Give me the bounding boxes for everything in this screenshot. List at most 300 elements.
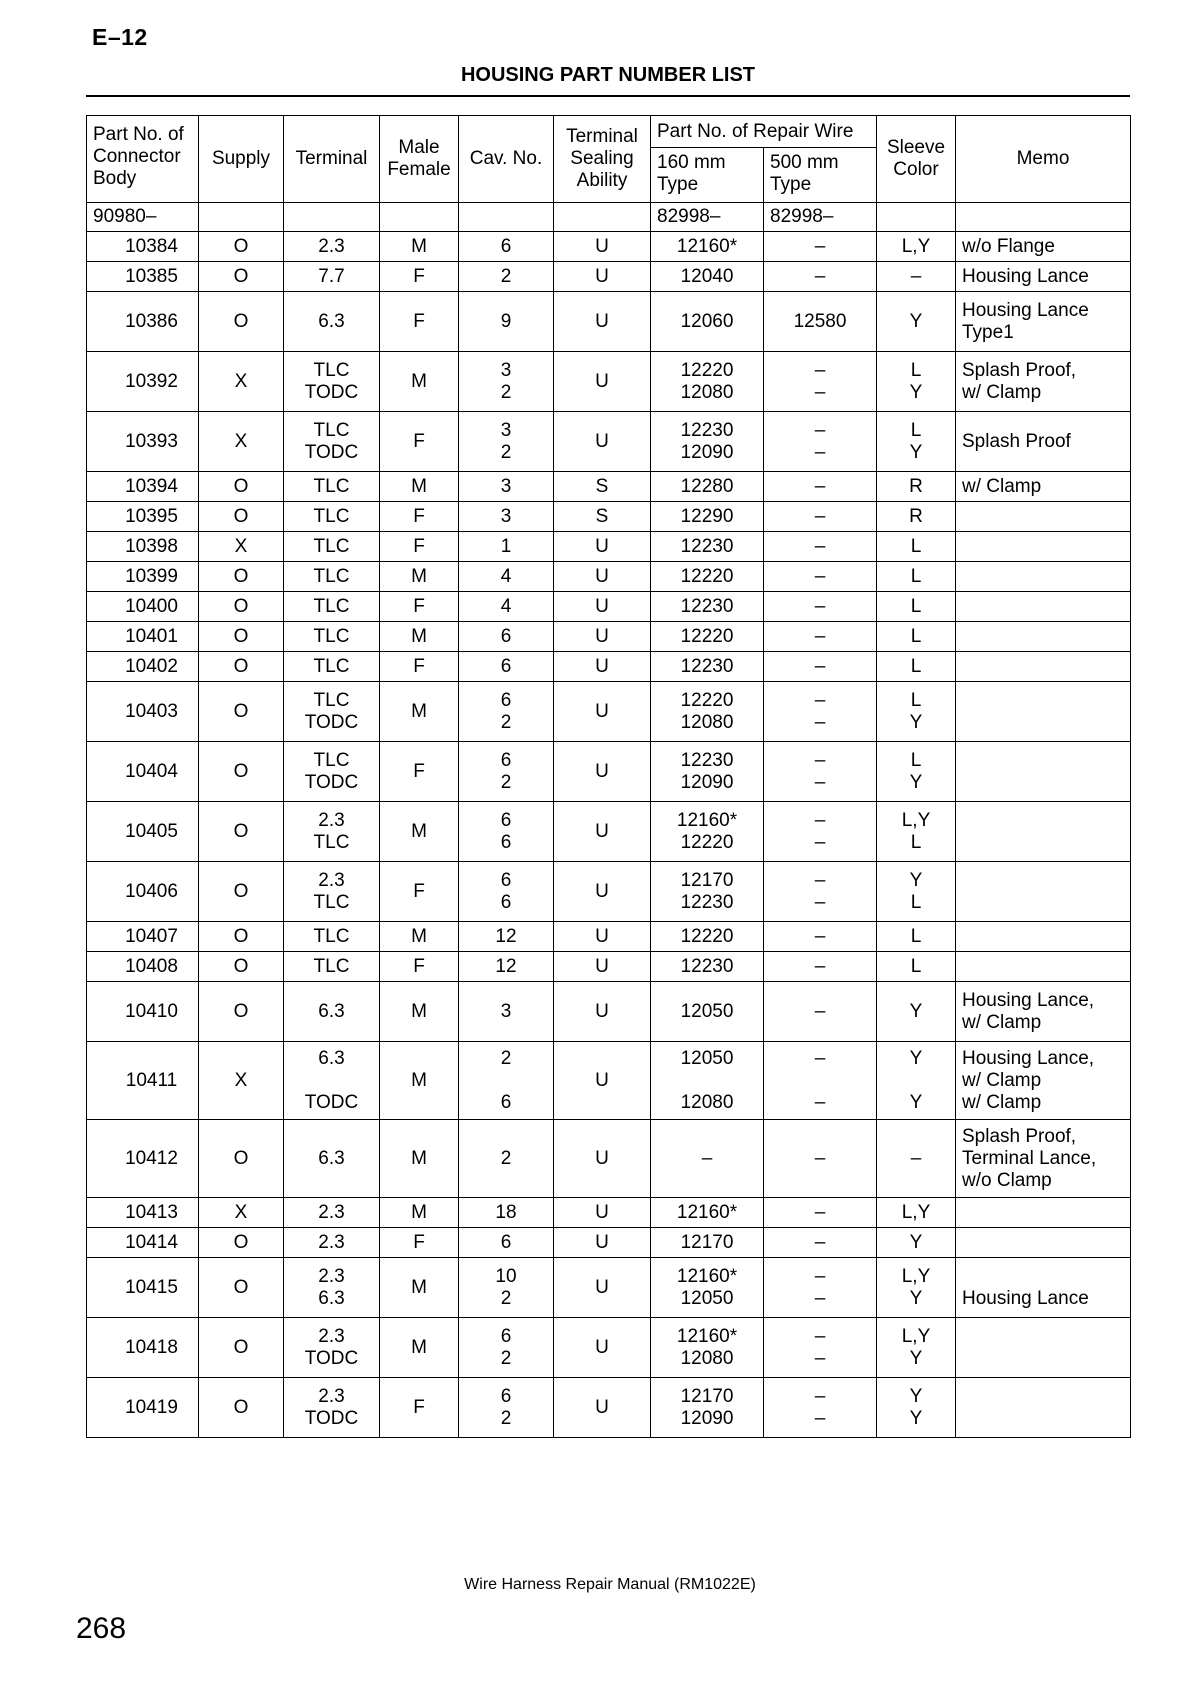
cell-memo: Splash Proof, w/ Clamp [956, 352, 1131, 412]
cell-160mm: 12050 12080 [651, 1042, 764, 1120]
cell-cav-no: 6 [459, 622, 554, 652]
cell-sealing: U [554, 742, 651, 802]
table-row [87, 622, 1131, 652]
cell-sealing: U [554, 622, 651, 652]
cell-sealing: U [554, 982, 651, 1042]
cell-male-female: M [380, 622, 459, 652]
cell-supply: O [199, 622, 284, 652]
cell-160mm: 12160* [651, 232, 764, 262]
prefix-empty [284, 203, 380, 232]
cell-cav-no: 6 2 [459, 742, 554, 802]
cell-part-no: 10405 [87, 802, 199, 862]
cell-terminal: 6.3 [284, 982, 380, 1042]
cell-male-female: M [380, 472, 459, 502]
table-row [87, 1378, 1131, 1438]
cell-sealing: U [554, 922, 651, 952]
cell-memo [956, 1378, 1131, 1438]
cell-supply: O [199, 952, 284, 982]
cell-terminal: 6.3 [284, 1120, 380, 1198]
cell-terminal: TLC [284, 472, 380, 502]
cell-supply: O [199, 922, 284, 952]
cell-sealing: U [554, 862, 651, 922]
cell-160mm: 12230 [651, 952, 764, 982]
cell-500mm: – – [764, 1318, 877, 1378]
cell-sleeve-color: – [877, 262, 956, 292]
cell-cav-no: 2 [459, 262, 554, 292]
cell-supply: O [199, 472, 284, 502]
cell-cav-no: 2 [459, 1120, 554, 1198]
header-sealing-ability: Terminal Sealing Ability [554, 116, 651, 203]
cell-sealing: U [554, 1378, 651, 1438]
cell-500mm: – [764, 922, 877, 952]
cell-500mm: – [764, 952, 877, 982]
cell-supply: O [199, 262, 284, 292]
cell-memo: w/ Clamp [956, 472, 1131, 502]
prefix-part-no: 90980– [87, 203, 199, 232]
cell-memo [956, 502, 1131, 532]
housing-part-table [86, 115, 1131, 1438]
cell-160mm: 12220 12080 [651, 682, 764, 742]
cell-memo [956, 562, 1131, 592]
cell-memo [956, 532, 1131, 562]
cell-male-female: M [380, 562, 459, 592]
cell-part-no: 10385 [87, 262, 199, 292]
cell-sleeve-color: L,Y Y [877, 1258, 956, 1318]
cell-500mm: – [764, 472, 877, 502]
cell-cav-no: 4 [459, 592, 554, 622]
header-memo: Memo [956, 116, 1131, 203]
cell-cav-no: 3 [459, 982, 554, 1042]
cell-supply: O [199, 1120, 284, 1198]
table-row [87, 472, 1131, 502]
cell-sleeve-color: Y Y [877, 1378, 956, 1438]
cell-sealing: U [554, 802, 651, 862]
cell-terminal: 2.3 [284, 1198, 380, 1228]
cell-terminal: TLC [284, 652, 380, 682]
cell-160mm: 12220 [651, 562, 764, 592]
prefix-empty [554, 203, 651, 232]
cell-terminal: TLC [284, 532, 380, 562]
cell-sealing: U [554, 652, 651, 682]
prefix-empty [877, 203, 956, 232]
cell-part-no: 10410 [87, 982, 199, 1042]
cell-terminal: 2.3 6.3 [284, 1258, 380, 1318]
cell-part-no: 10402 [87, 652, 199, 682]
table-row [87, 1042, 1131, 1120]
cell-sleeve-color: – [877, 1120, 956, 1198]
cell-supply: O [199, 562, 284, 592]
cell-male-female: F [380, 1228, 459, 1258]
table-row [87, 262, 1131, 292]
cell-sleeve-color: L [877, 652, 956, 682]
cell-male-female: F [380, 742, 459, 802]
cell-sleeve-color: L [877, 592, 956, 622]
cell-supply: O [199, 652, 284, 682]
cell-part-no: 10407 [87, 922, 199, 952]
cell-memo [956, 742, 1131, 802]
table-row [87, 1258, 1131, 1318]
cell-sleeve-color: L [877, 952, 956, 982]
cell-sealing: U [554, 292, 651, 352]
cell-cav-no: 3 [459, 502, 554, 532]
cell-sleeve-color: L,Y [877, 232, 956, 262]
cell-terminal: TLC [284, 622, 380, 652]
cell-memo: Splash Proof [956, 412, 1131, 472]
cell-sleeve-color: L,Y [877, 1198, 956, 1228]
table-row [87, 592, 1131, 622]
cell-500mm: – – [764, 352, 877, 412]
cell-sleeve-color: L [877, 562, 956, 592]
cell-memo [956, 922, 1131, 952]
cell-terminal: TLC TODC [284, 742, 380, 802]
table-row [87, 952, 1131, 982]
cell-terminal: 2.3 [284, 1228, 380, 1258]
cell-male-female: M [380, 1120, 459, 1198]
table-row [87, 502, 1131, 532]
cell-sleeve-color: Y L [877, 862, 956, 922]
table-row [87, 352, 1131, 412]
cell-part-no: 10384 [87, 232, 199, 262]
cell-160mm: 12170 [651, 1228, 764, 1258]
page-title: HOUSING PART NUMBER LIST [460, 64, 756, 86]
cell-500mm: – [764, 622, 877, 652]
cell-500mm: – – [764, 802, 877, 862]
cell-terminal: 7.7 [284, 262, 380, 292]
cell-memo [956, 1228, 1131, 1258]
cell-male-female: M [380, 232, 459, 262]
cell-sealing: U [554, 952, 651, 982]
cell-supply: O [199, 232, 284, 262]
cell-sealing: S [554, 502, 651, 532]
cell-sleeve-color: Y [877, 1228, 956, 1258]
cell-500mm: – [764, 652, 877, 682]
cell-supply: O [199, 1318, 284, 1378]
cell-cav-no: 6 2 [459, 682, 554, 742]
cell-sleeve-color: L,Y L [877, 802, 956, 862]
cell-terminal: 2.3 TLC [284, 862, 380, 922]
prefix-160mm: 82998– [651, 203, 764, 232]
cell-terminal: TLC TODC [284, 412, 380, 472]
table-row [87, 652, 1131, 682]
header-sleeve-color: Sleeve Color [877, 116, 956, 203]
cell-sleeve-color: Y Y [877, 1042, 956, 1120]
cell-memo: w/o Flange [956, 232, 1131, 262]
cell-supply: O [199, 592, 284, 622]
cell-500mm: – [764, 1120, 877, 1198]
cell-male-female: M [380, 1042, 459, 1120]
cell-sleeve-color: R [877, 502, 956, 532]
header-160mm-type: 160 mm Type [651, 148, 764, 203]
table-row [87, 412, 1131, 472]
cell-cav-no: 2 6 [459, 1042, 554, 1120]
cell-160mm: 12160* 12080 [651, 1318, 764, 1378]
cell-160mm: 12280 [651, 472, 764, 502]
cell-supply: O [199, 1378, 284, 1438]
cell-cav-no: 6 6 [459, 862, 554, 922]
cell-part-no: 10399 [87, 562, 199, 592]
cell-cav-no: 6 2 [459, 1318, 554, 1378]
cell-160mm: – [651, 1120, 764, 1198]
table-row [87, 532, 1131, 562]
cell-memo [956, 652, 1131, 682]
header-repair-wire: Part No. of Repair Wire [651, 116, 877, 148]
cell-500mm: – [764, 532, 877, 562]
cell-supply: X [199, 532, 284, 562]
cell-cav-no: 12 [459, 922, 554, 952]
cell-sleeve-color: L [877, 622, 956, 652]
cell-male-female: F [380, 862, 459, 922]
cell-part-no: 10386 [87, 292, 199, 352]
header-row-1 [87, 116, 1131, 148]
cell-500mm: – [764, 502, 877, 532]
cell-memo: Housing Lance, w/ Clamp w/ Clamp [956, 1042, 1131, 1120]
cell-cav-no: 6 [459, 652, 554, 682]
cell-supply: O [199, 802, 284, 862]
cell-500mm: – – [764, 1042, 877, 1120]
cell-160mm: 12050 [651, 982, 764, 1042]
cell-500mm: – – [764, 412, 877, 472]
table-row [87, 682, 1131, 742]
cell-memo: Housing Lance, w/ Clamp [956, 982, 1131, 1042]
table-row [87, 1318, 1131, 1378]
cell-part-no: 10419 [87, 1378, 199, 1438]
cell-part-no: 10408 [87, 952, 199, 982]
cell-supply: O [199, 862, 284, 922]
cell-memo [956, 1198, 1131, 1228]
cell-male-female: F [380, 532, 459, 562]
cell-500mm: – [764, 262, 877, 292]
cell-supply: O [199, 1258, 284, 1318]
cell-sleeve-color: Y [877, 292, 956, 352]
cell-terminal: TLC TODC [284, 352, 380, 412]
cell-supply: X [199, 1198, 284, 1228]
cell-500mm: – [764, 592, 877, 622]
cell-sealing: U [554, 1228, 651, 1258]
header-cav-no: Cav. No. [459, 116, 554, 203]
cell-terminal: TLC [284, 952, 380, 982]
table-row [87, 232, 1131, 262]
cell-sealing: U [554, 1042, 651, 1120]
cell-supply: X [199, 352, 284, 412]
cell-supply: O [199, 982, 284, 1042]
cell-sealing: U [554, 1120, 651, 1198]
cell-part-no: 10414 [87, 1228, 199, 1258]
prefix-row [87, 203, 1131, 232]
prefix-empty [199, 203, 284, 232]
cell-sleeve-color: Y [877, 982, 956, 1042]
cell-male-female: F [380, 952, 459, 982]
cell-160mm: 12230 12090 [651, 412, 764, 472]
prefix-empty [459, 203, 554, 232]
cell-male-female: F [380, 292, 459, 352]
cell-500mm: – – [764, 742, 877, 802]
cell-cav-no: 10 2 [459, 1258, 554, 1318]
cell-sleeve-color: L Y [877, 412, 956, 472]
cell-500mm: – [764, 982, 877, 1042]
table-row [87, 1198, 1131, 1228]
cell-male-female: F [380, 592, 459, 622]
cell-part-no: 10403 [87, 682, 199, 742]
cell-cav-no: 6 6 [459, 802, 554, 862]
cell-160mm: 12220 [651, 922, 764, 952]
cell-160mm: 12060 [651, 292, 764, 352]
cell-160mm: 12230 12090 [651, 742, 764, 802]
cell-160mm: 12230 [651, 652, 764, 682]
cell-sealing: U [554, 1318, 651, 1378]
cell-sealing: U [554, 562, 651, 592]
cell-part-no: 10406 [87, 862, 199, 922]
table-row [87, 292, 1131, 352]
cell-sealing: U [554, 412, 651, 472]
cell-terminal: TLC [284, 562, 380, 592]
cell-160mm: 12230 [651, 532, 764, 562]
prefix-500mm: 82998– [764, 203, 877, 232]
cell-sealing: U [554, 262, 651, 292]
header-part-no: Part No. of Connector Body [87, 116, 199, 203]
cell-part-no: 10412 [87, 1120, 199, 1198]
cell-memo [956, 622, 1131, 652]
cell-part-no: 10401 [87, 622, 199, 652]
cell-500mm: – – [764, 1258, 877, 1318]
cell-sealing: U [554, 232, 651, 262]
cell-supply: O [199, 502, 284, 532]
cell-part-no: 10418 [87, 1318, 199, 1378]
cell-terminal: 2.3 TODC [284, 1378, 380, 1438]
cell-memo: Housing Lance [956, 262, 1131, 292]
cell-part-no: 10404 [87, 742, 199, 802]
section-id: E–12 [92, 24, 148, 50]
cell-male-female: M [380, 1258, 459, 1318]
cell-male-female: F [380, 502, 459, 532]
table-row [87, 1120, 1131, 1198]
cell-male-female: F [380, 262, 459, 292]
cell-160mm: 12040 [651, 262, 764, 292]
cell-terminal: 2.3 TLC [284, 802, 380, 862]
cell-memo: Splash Proof, Terminal Lance, w/o Clamp [956, 1120, 1131, 1198]
cell-sealing: U [554, 1198, 651, 1228]
cell-160mm: 12160* 12220 [651, 802, 764, 862]
table-row [87, 862, 1131, 922]
title-rule [86, 95, 1130, 97]
cell-part-no: 10400 [87, 592, 199, 622]
table-body [87, 203, 1131, 1438]
cell-terminal: TLC [284, 502, 380, 532]
cell-terminal: TLC TODC [284, 682, 380, 742]
cell-160mm: 12220 [651, 622, 764, 652]
table-row [87, 742, 1131, 802]
cell-part-no: 10415 [87, 1258, 199, 1318]
cell-500mm: – – [764, 682, 877, 742]
cell-500mm: – [764, 232, 877, 262]
cell-sleeve-color: R [877, 472, 956, 502]
cell-supply: X [199, 1042, 284, 1120]
cell-memo [956, 862, 1131, 922]
cell-supply: O [199, 1228, 284, 1258]
cell-male-female: M [380, 682, 459, 742]
cell-160mm: 12170 12090 [651, 1378, 764, 1438]
cell-cav-no: 3 2 [459, 412, 554, 472]
table-row [87, 562, 1131, 592]
cell-terminal: TLC [284, 922, 380, 952]
table-row [87, 922, 1131, 952]
prefix-empty [956, 203, 1131, 232]
cell-male-female: M [380, 352, 459, 412]
cell-160mm: 12230 [651, 592, 764, 622]
cell-160mm: 12160* [651, 1198, 764, 1228]
cell-sleeve-color: L Y [877, 352, 956, 412]
cell-supply: X [199, 412, 284, 472]
cell-500mm: – [764, 1198, 877, 1228]
cell-160mm: 12220 12080 [651, 352, 764, 412]
cell-sealing: U [554, 1258, 651, 1318]
cell-memo: Housing Lance [956, 1258, 1131, 1318]
cell-male-female: M [380, 1318, 459, 1378]
header-500mm-type: 500 mm Type [764, 148, 877, 203]
prefix-empty [380, 203, 459, 232]
cell-memo [956, 802, 1131, 862]
cell-sealing: S [554, 472, 651, 502]
cell-500mm: – – [764, 862, 877, 922]
cell-part-no: 10394 [87, 472, 199, 502]
header-terminal: Terminal [284, 116, 380, 203]
cell-sealing: U [554, 592, 651, 622]
table-row [87, 802, 1131, 862]
cell-sleeve-color: L,Y Y [877, 1318, 956, 1378]
cell-cav-no: 6 [459, 232, 554, 262]
cell-cav-no: 6 [459, 1228, 554, 1258]
cell-memo [956, 952, 1131, 982]
cell-cav-no: 9 [459, 292, 554, 352]
cell-cav-no: 4 [459, 562, 554, 592]
cell-terminal: 2.3 TODC [284, 1318, 380, 1378]
cell-sealing: U [554, 352, 651, 412]
cell-cav-no: 3 [459, 472, 554, 502]
cell-cav-no: 3 2 [459, 352, 554, 412]
cell-supply: O [199, 292, 284, 352]
cell-terminal: 2.3 [284, 232, 380, 262]
cell-male-female: M [380, 1198, 459, 1228]
cell-sealing: U [554, 682, 651, 742]
page-number: 268 [76, 1612, 127, 1645]
cell-male-female: F [380, 412, 459, 472]
footer-manual-title: Wire Harness Repair Manual (RM1022E) [464, 1576, 756, 1593]
cell-sleeve-color: L Y [877, 742, 956, 802]
cell-memo [956, 592, 1131, 622]
cell-part-no: 10393 [87, 412, 199, 472]
table-row [87, 982, 1131, 1042]
cell-part-no: 10392 [87, 352, 199, 412]
cell-supply: O [199, 742, 284, 802]
cell-part-no: 10395 [87, 502, 199, 532]
cell-part-no: 10411 [87, 1042, 199, 1120]
cell-500mm: – [764, 562, 877, 592]
header-supply: Supply [199, 116, 284, 203]
cell-terminal: 6.3 [284, 292, 380, 352]
cell-terminal: 6.3 TODC [284, 1042, 380, 1120]
cell-sleeve-color: L Y [877, 682, 956, 742]
cell-supply: O [199, 682, 284, 742]
cell-memo [956, 1318, 1131, 1378]
cell-male-female: F [380, 652, 459, 682]
cell-memo: Housing Lance Type1 [956, 292, 1131, 352]
cell-cav-no: 18 [459, 1198, 554, 1228]
cell-male-female: M [380, 982, 459, 1042]
cell-memo [956, 682, 1131, 742]
cell-male-female: M [380, 802, 459, 862]
cell-sealing: U [554, 532, 651, 562]
cell-part-no: 10413 [87, 1198, 199, 1228]
cell-male-female: F [380, 1378, 459, 1438]
